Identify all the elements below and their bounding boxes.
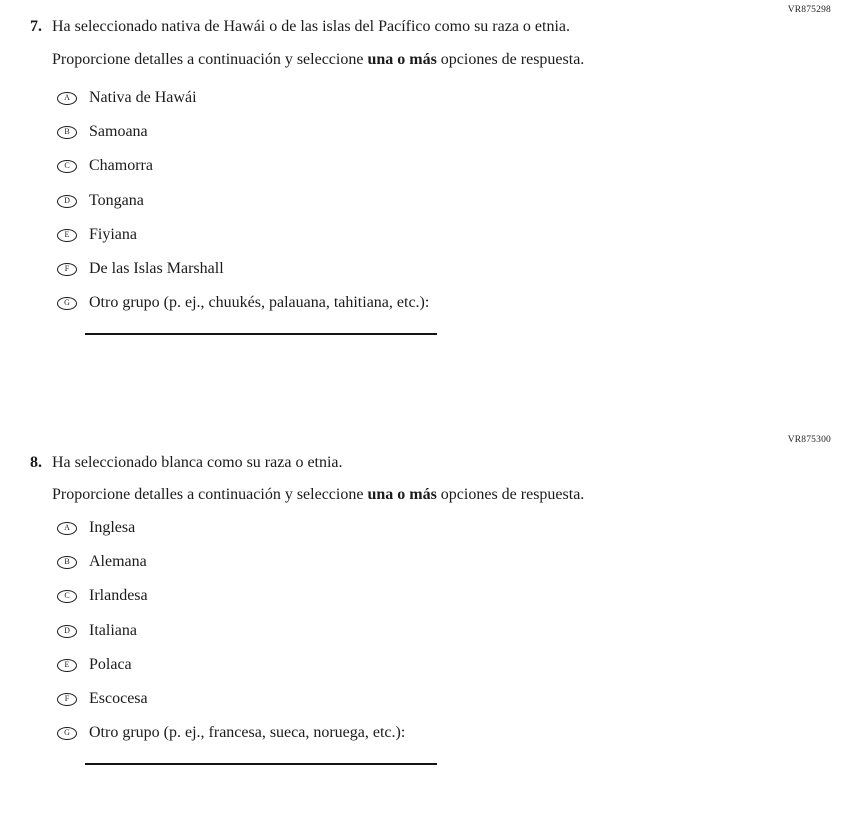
option-label: Otro grupo (p. ej., francesa, sueca, noruega, etc.): <box>89 724 406 741</box>
answer-bubble-a[interactable]: A <box>57 92 77 105</box>
answer-bubble-c[interactable]: C <box>57 590 77 603</box>
answer-bubble-d[interactable]: D <box>57 195 77 208</box>
option-label: Chamorra <box>89 157 153 174</box>
option-label: Irlandesa <box>89 587 148 604</box>
option-row <box>57 689 148 709</box>
option-row <box>57 225 137 245</box>
answer-bubble-g[interactable]: G <box>57 727 77 740</box>
answer-bubble-a[interactable]: A <box>57 522 77 535</box>
question8-prompt-line <box>30 453 343 473</box>
question8-number: 8. <box>30 454 42 471</box>
question7-accession-code: VR875298 <box>787 5 831 15</box>
option-label: Italiana <box>89 622 137 639</box>
option-row <box>57 293 429 313</box>
option-row <box>57 191 144 211</box>
option-row <box>57 552 147 572</box>
option-label: Escocesa <box>89 690 148 707</box>
option-row <box>57 621 137 641</box>
question7-number: 7. <box>30 18 42 35</box>
answer-bubble-e[interactable]: E <box>57 229 77 242</box>
option-row <box>57 122 148 142</box>
answer-bubble-e[interactable]: E <box>57 659 77 672</box>
option-row <box>57 586 148 606</box>
option-row <box>57 156 153 176</box>
question7-prompt-line <box>30 17 570 37</box>
option-label: Otro grupo (p. ej., chuukés, palauana, tahitiana, etc.): <box>89 294 430 311</box>
question8-prompt: Ha seleccionado blanca como su raza o etnia. <box>52 454 343 471</box>
option-row <box>57 259 224 279</box>
option-label: Inglesa <box>89 519 136 536</box>
answer-bubble-g[interactable]: G <box>57 297 77 310</box>
option-label: Fiyiana <box>89 226 137 243</box>
option-label: Nativa de Hawái <box>89 89 197 106</box>
answer-bubble-f[interactable]: F <box>57 693 77 706</box>
option-label: Tongana <box>89 192 144 209</box>
question7-write-in-field[interactable] <box>85 317 437 335</box>
answer-bubble-b[interactable]: B <box>57 126 77 139</box>
option-row <box>57 655 132 675</box>
answer-bubble-c[interactable]: C <box>57 160 77 173</box>
answer-bubble-f[interactable]: F <box>57 263 77 276</box>
question7-prompt: Ha seleccionado nativa de Hawái o de las islas del Pacífico como su raza o etnia. <box>52 18 571 35</box>
question8-accession-code: VR875300 <box>787 435 831 445</box>
option-label: Polaca <box>89 656 132 673</box>
option-label: De las Islas Marshall <box>89 260 224 277</box>
question8-instruction: Proporcione detalles a continuación y seleccione una o más opciones de respuesta. <box>52 486 585 503</box>
answer-bubble-d[interactable]: D <box>57 625 77 638</box>
option-row <box>57 88 197 108</box>
answer-bubble-b[interactable]: B <box>57 556 77 569</box>
option-label: Alemana <box>89 553 147 570</box>
option-label: Samoana <box>89 123 148 140</box>
question8-write-in-field[interactable] <box>85 747 437 765</box>
option-row <box>57 518 135 538</box>
option-row <box>57 723 405 743</box>
question7-instruction: Proporcione detalles a continuación y seleccione una o más opciones de respuesta. <box>52 51 585 68</box>
